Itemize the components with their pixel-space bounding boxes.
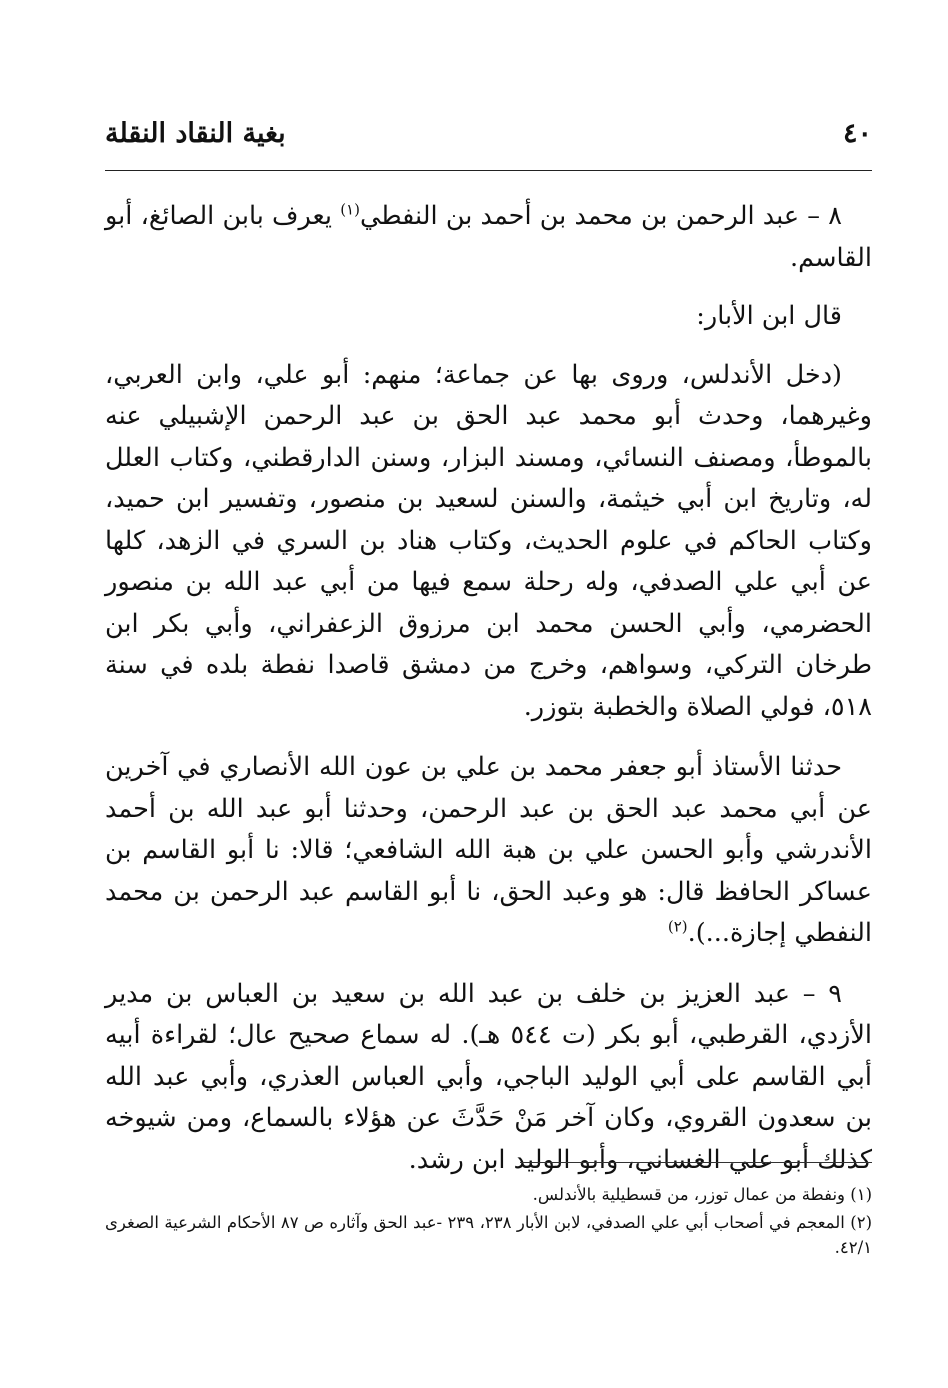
page-number: ٤٠ [842,118,872,149]
entry-9-paragraph [105,974,872,1182]
entry-8-text: ٨ – عبد الرحمن بن محمد بن أحمد بن النفطي [359,201,842,231]
entry-9-text: ٩ – عبد العزيز بن خلف بن عبد الله بن سعيد بن العباس بن مدير الأزدي، القرطبي، أبو بكر (ت ٥٤٤ هـ). له سماع صحيح عال؛ لقراءة أبيه أبي القاسم على أبي الوليد الباجي، وأبي العباس العذري، وأبي عبد الله بن سعدون القروي، وكان آخر مَنْ حَدَّثَ عن هؤلاء بالسماع، ومن شيوخه كذلك أبو علي الغساني، وأبو الوليد ابن رشد. [105,978,873,1175]
quote-text: (دخل الأندلس، وروى بها عن جماعة؛ منهم: أبو علي، وابن العربي، وغيرهما، وحدث أبو محمد عبد الحق بن عبد الرحمن الإشبيلي عنه بالموطأ، ومصنف النسائي، ومسند البزار، وسنن الدارقطني، وكتاب العلل له، وتاريخ ابن أبي خيثمة، والسنن لسعيد بن منصور، وتفسير ابن حميد، وكتاب الحاكم في علوم الحديث، وكتاب هناد بن السري في الزهد، كلها عن أبي علي الصدفي، وله رحلة سمع فيها من أبي عبد الله بن منصور الحضرمي، وأبي الحسن محمد ابن مرزوق الزعفراني، وأبي بكر ابن طرخان التركي، وسواهم، وخرج من دمشق قاصدا نفطة بلده في سنة ٥١٨، فولي الصلاة والخطبة بتوزر. [105,359,872,722]
quote-intro-text: قال ابن الأبار: [696,301,842,331]
isnad-text: حدثنا الأستاذ أبو جعفر محمد بن علي بن عون الله الأنصاري في آخرين عن أبي محمد عبد الحق بن عبد الرحمن، وحدثنا أبو عبد الله بن أحمد الأندرشي وأبو الحسن علي بن هبة الله الشافعي؛ قالا: نا أبو القاسم بن عساكر الحافظ قال: هو وعبد الحق، نا أبو القاسم عبد الرحمن بن محمد النفطي إجازة...). [105,752,872,948]
footnote-2: (٢) المعجم في أصحاب أبي علي الصدفي، لابن الأبار ٢٣٨، ٢٣٩ -عبد الحق وآثاره ص ٨٧ الأحكام الشرعية الصغرى ٤٢/١. [105,1213,872,1257]
quote-paragraph [105,355,872,729]
running-title: بغية النقاد النقلة [105,118,286,149]
footnotes [105,1182,872,1263]
page-header [105,118,872,171]
isnad-paragraph [105,747,872,955]
entry-8-heading [105,196,872,279]
main-text [105,196,872,1200]
footnote-divider [520,1162,872,1163]
quote-intro [105,296,872,338]
footnote-1: (١) ونفطة من عمال توزر، من قسطيلية بالأندلس. [532,1185,872,1204]
footnote-ref-2: (٢) [667,917,688,936]
entry-8-text-cont: يعرف بابن الصائغ، أبو القاسم. [105,201,872,273]
footnote-ref-1: (١) [340,200,360,219]
